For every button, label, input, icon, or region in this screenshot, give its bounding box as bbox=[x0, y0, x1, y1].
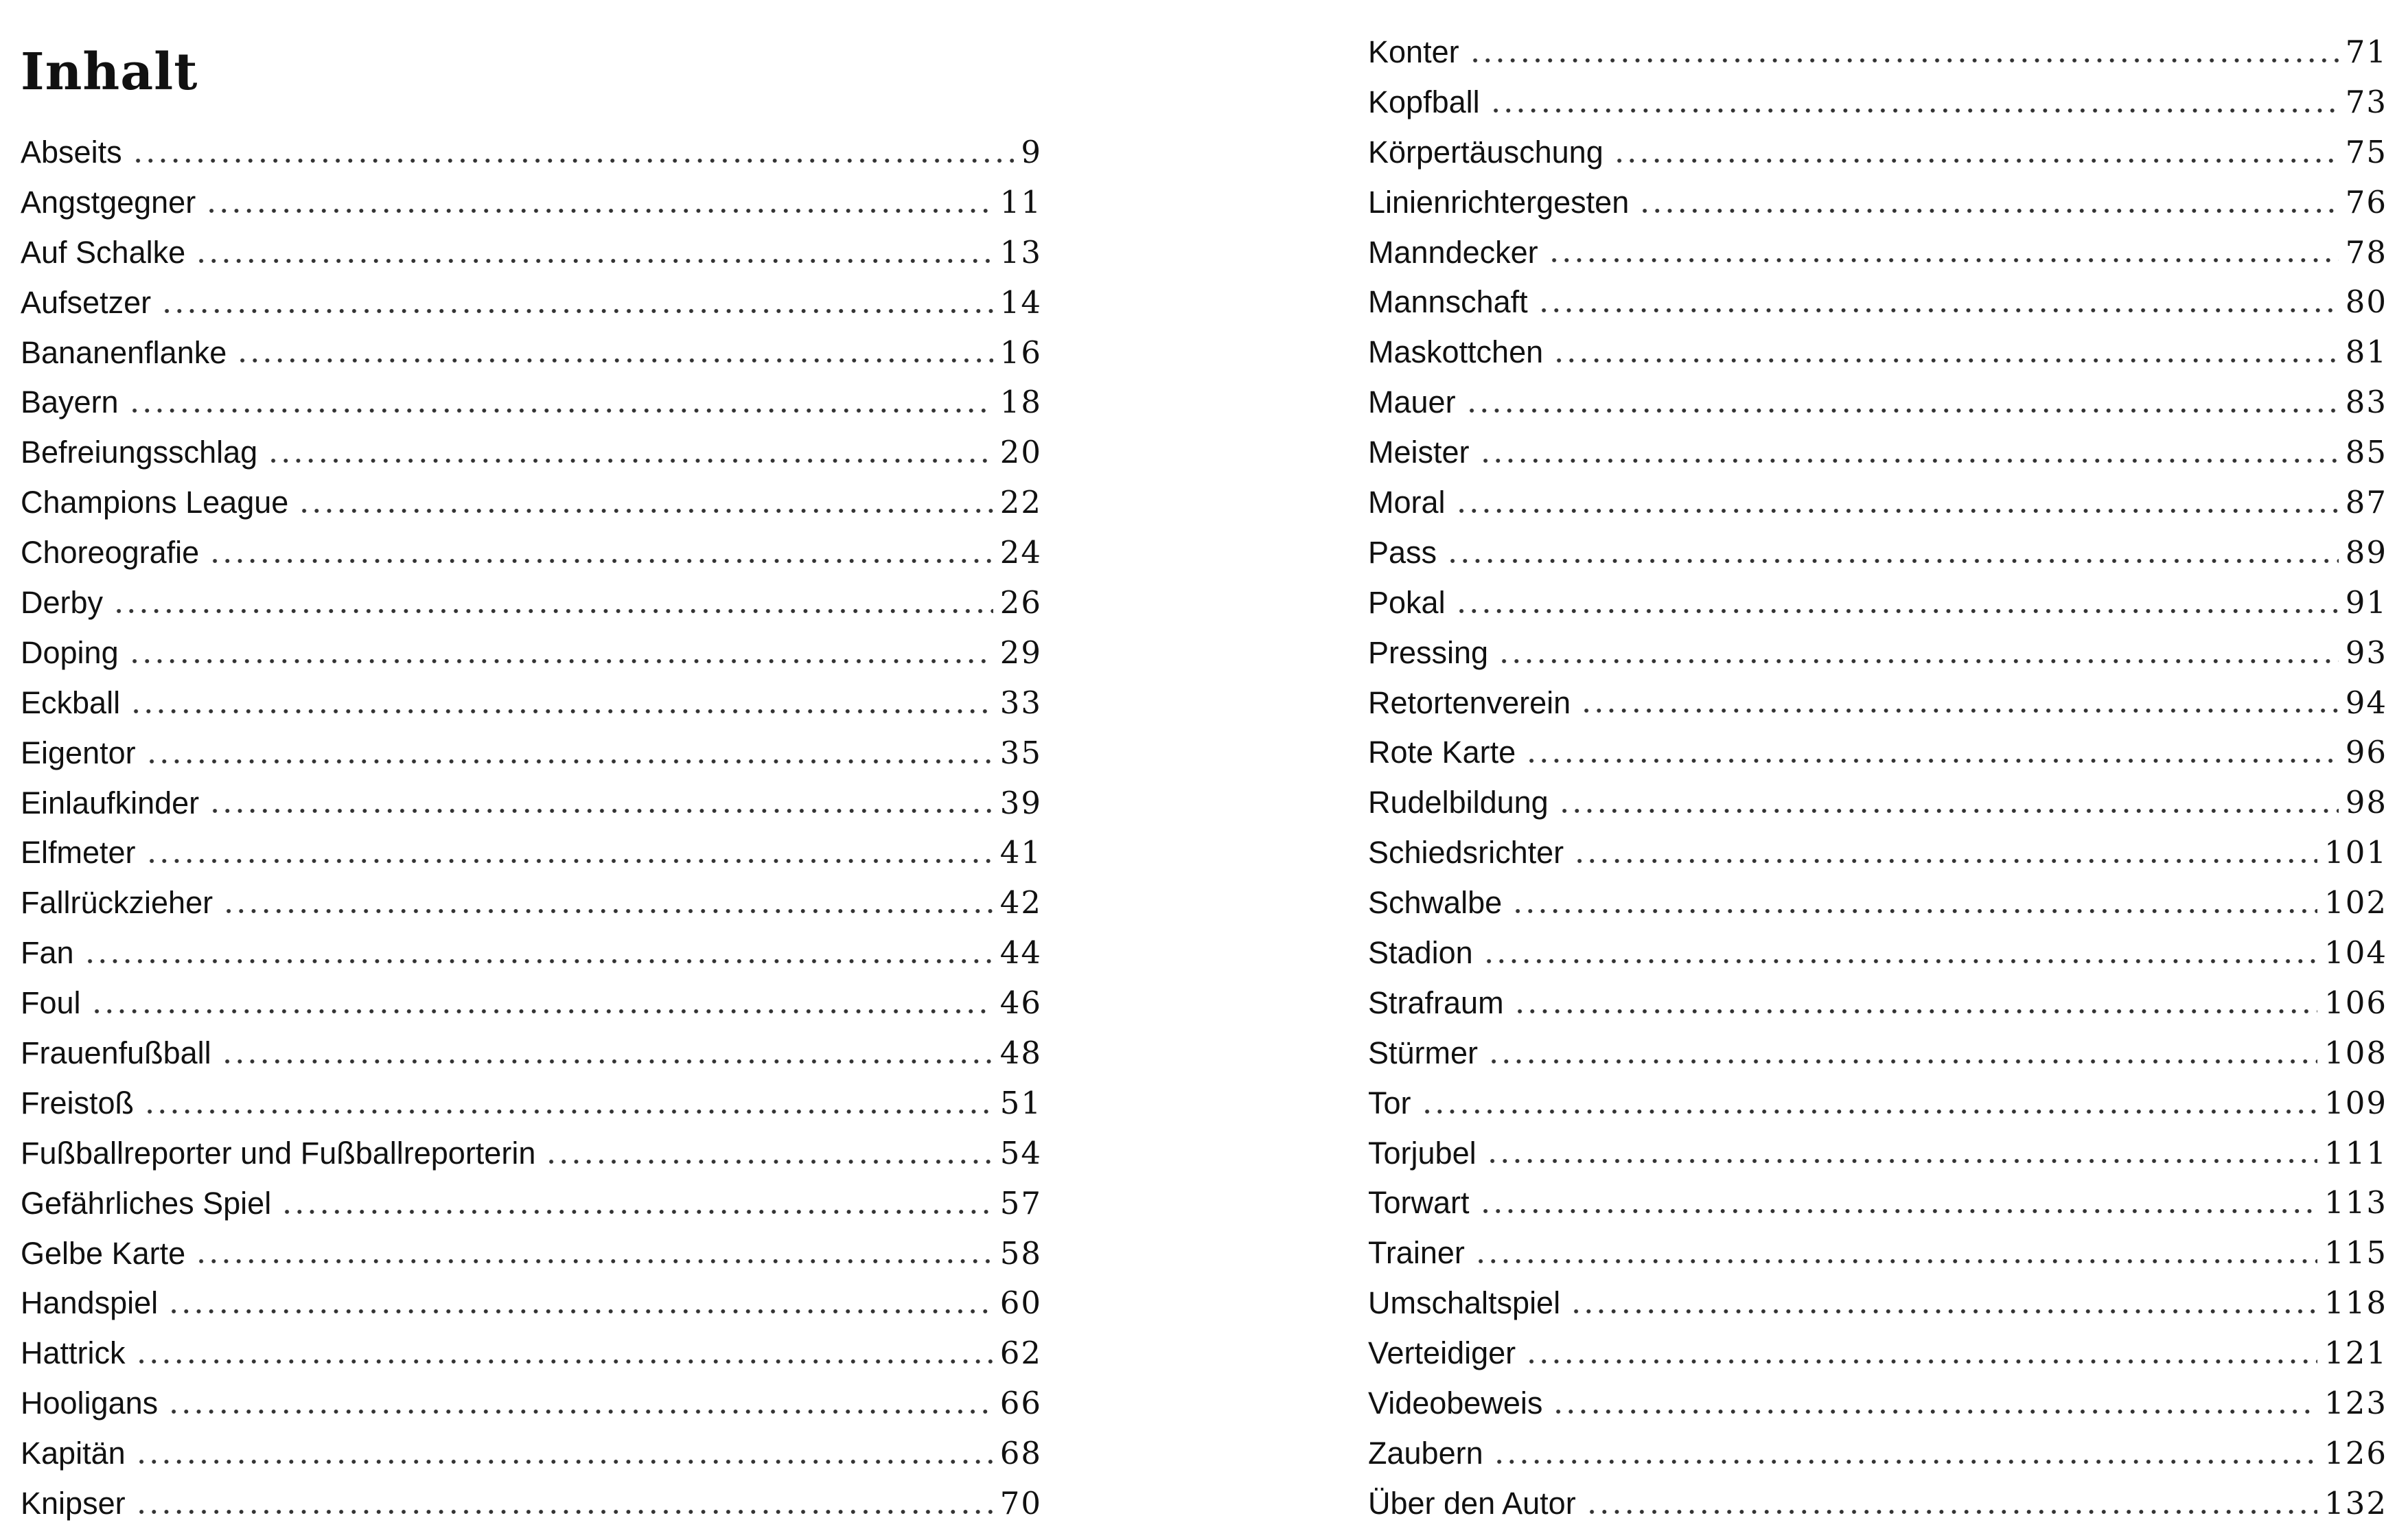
dot-leader bbox=[298, 483, 993, 514]
toc-entry-title: Fan bbox=[21, 935, 74, 971]
toc-entry-page-number: 118 bbox=[2324, 1285, 2387, 1322]
toc-column-left bbox=[21, 128, 1042, 1529]
toc-entry-title: Gelbe Karte bbox=[21, 1235, 186, 1271]
toc-entry-page-number: 39 bbox=[999, 784, 1042, 821]
toc-entry bbox=[21, 728, 1042, 779]
toc-entry bbox=[1368, 928, 2387, 978]
dot-leader bbox=[146, 833, 993, 864]
toc-entry-page-number: 104 bbox=[2324, 934, 2387, 972]
dot-leader bbox=[1553, 332, 2339, 363]
dot-leader bbox=[236, 332, 993, 363]
dot-leader bbox=[1486, 1133, 2318, 1164]
toc-entry bbox=[21, 1429, 1042, 1479]
dot-leader bbox=[1538, 282, 2339, 313]
toc-entry-title: Umschaltspiel bbox=[1368, 1285, 1561, 1321]
toc-entry bbox=[21, 428, 1042, 478]
dot-leader bbox=[1446, 533, 2339, 564]
toc-entry-page-number: 94 bbox=[2345, 684, 2387, 721]
toc-entry bbox=[1368, 978, 2387, 1028]
dot-leader bbox=[1483, 933, 2317, 964]
dot-leader bbox=[1552, 1383, 2317, 1414]
toc-entry bbox=[21, 928, 1042, 978]
toc-entry-page-number: 76 bbox=[2345, 183, 2387, 220]
toc-entry-title: Befreiungsschlag bbox=[21, 435, 258, 470]
toc-entry-page-number: 62 bbox=[999, 1335, 1042, 1372]
toc-entry-page-number: 16 bbox=[999, 334, 1042, 371]
dot-leader bbox=[1469, 32, 2339, 63]
dot-leader bbox=[281, 1184, 993, 1215]
toc-entry bbox=[1368, 828, 2387, 878]
toc-entry-title: Kapitän bbox=[21, 1436, 126, 1471]
toc-entry-title: Fallrückzieher bbox=[21, 885, 213, 921]
dot-leader bbox=[167, 1283, 993, 1314]
dot-leader bbox=[1586, 1484, 2317, 1515]
toc-entry-title: Choreografie bbox=[21, 535, 200, 571]
toc-entry bbox=[21, 1479, 1042, 1529]
toc-entry bbox=[1368, 428, 2387, 478]
toc-entry bbox=[1368, 78, 2387, 128]
dot-leader bbox=[1548, 232, 2339, 263]
dot-leader bbox=[1512, 883, 2317, 914]
dot-leader bbox=[1479, 1183, 2318, 1214]
toc-entry-page-number: 57 bbox=[999, 1184, 1042, 1221]
toc-entry-title: Handspiel bbox=[21, 1285, 159, 1321]
dot-leader bbox=[132, 133, 1015, 163]
toc-entry-page-number: 35 bbox=[999, 734, 1042, 771]
toc-entry bbox=[1368, 1079, 2387, 1129]
toc-entry bbox=[21, 628, 1042, 678]
dot-leader bbox=[209, 783, 993, 814]
toc-entry bbox=[1368, 277, 2387, 327]
toc-entry-title: Knipser bbox=[21, 1486, 126, 1521]
toc-entry bbox=[1368, 1178, 2387, 1228]
toc-entry-title: Freistoß bbox=[21, 1085, 135, 1120]
dot-leader bbox=[1514, 983, 2318, 1014]
dot-leader bbox=[135, 1333, 993, 1364]
dot-leader bbox=[1479, 433, 2339, 463]
toc-entry-page-number: 18 bbox=[999, 384, 1042, 421]
toc-entry-title: Körpertäuschung bbox=[1368, 134, 1604, 170]
toc-entry-title: Champions League bbox=[21, 485, 289, 520]
toc-entry bbox=[21, 1229, 1042, 1279]
toc-entry-title: Meister bbox=[1368, 435, 1470, 470]
dot-leader bbox=[128, 633, 993, 664]
toc-entry bbox=[21, 978, 1042, 1028]
dot-leader bbox=[135, 1434, 993, 1464]
toc-entry bbox=[21, 378, 1042, 428]
toc-entry-title: Pokal bbox=[1368, 584, 1446, 620]
toc-entry-page-number: 11 bbox=[999, 183, 1042, 220]
toc-entry-page-number: 108 bbox=[2324, 1034, 2387, 1071]
toc-entry-page-number: 102 bbox=[2324, 884, 2387, 921]
toc-entry-page-number: 83 bbox=[2345, 384, 2387, 421]
toc-entry bbox=[21, 1079, 1042, 1129]
toc-entry-page-number: 20 bbox=[999, 434, 1042, 471]
toc-entry-title: Kopfball bbox=[1368, 84, 1480, 119]
dot-leader bbox=[167, 1383, 993, 1414]
toc-entry-page-number: 109 bbox=[2324, 1084, 2387, 1121]
dot-leader bbox=[1580, 682, 2339, 713]
dot-leader bbox=[1573, 833, 2317, 864]
dot-leader bbox=[1455, 583, 2339, 614]
toc-entry-title: Eckball bbox=[21, 685, 121, 720]
dot-leader bbox=[161, 283, 993, 314]
dot-leader bbox=[267, 433, 993, 463]
toc-entry-page-number: 41 bbox=[999, 834, 1042, 871]
dot-leader bbox=[209, 533, 993, 564]
dot-leader bbox=[1455, 483, 2339, 514]
toc-entry-page-number: 24 bbox=[999, 534, 1042, 571]
toc-entry bbox=[21, 528, 1042, 578]
toc-entry bbox=[21, 578, 1042, 628]
toc-entry-page-number: 33 bbox=[999, 684, 1042, 721]
toc-entry-title: Schiedsrichter bbox=[1368, 835, 1564, 871]
toc-entry-title: Torjubel bbox=[1368, 1135, 1477, 1171]
dot-leader bbox=[205, 183, 993, 214]
toc-entry bbox=[1368, 678, 2387, 728]
toc-entry-page-number: 80 bbox=[2345, 284, 2387, 321]
toc-entry-page-number: 123 bbox=[2324, 1385, 2387, 1422]
toc-entry-title: Bananenflanke bbox=[21, 334, 227, 370]
toc-entry-page-number: 93 bbox=[2345, 634, 2387, 671]
dot-leader bbox=[1490, 82, 2339, 113]
toc-entry-page-number: 96 bbox=[2345, 734, 2387, 771]
toc-entry-page-number: 13 bbox=[999, 233, 1042, 271]
toc-entry-title: Manndecker bbox=[1368, 234, 1538, 270]
toc-entry-page-number: 60 bbox=[999, 1285, 1042, 1322]
toc-entry-page-number: 71 bbox=[2345, 34, 2387, 70]
toc-entry-title: Einlaufkinder bbox=[21, 785, 200, 820]
toc-entry-page-number: 98 bbox=[2345, 784, 2387, 821]
toc-entry-page-number: 48 bbox=[999, 1035, 1042, 1072]
dot-leader bbox=[84, 933, 993, 964]
toc-entry-title: Pass bbox=[1368, 534, 1437, 570]
toc-entry-title: Verteidiger bbox=[1368, 1335, 1516, 1371]
toc-entry-title: Zaubern bbox=[1368, 1435, 1483, 1471]
dot-leader bbox=[195, 233, 993, 264]
toc-entry-page-number: 22 bbox=[999, 484, 1042, 521]
toc-entry bbox=[21, 478, 1042, 528]
toc-entry-page-number: 58 bbox=[999, 1234, 1042, 1272]
toc-entry bbox=[1368, 878, 2387, 928]
toc-entry-title: Schwalbe bbox=[1368, 885, 1503, 921]
toc-entry-page-number: 70 bbox=[999, 1485, 1042, 1522]
toc-entry bbox=[1368, 27, 2387, 78]
toc-entry bbox=[21, 1329, 1042, 1379]
toc-entry bbox=[1368, 728, 2387, 778]
dot-leader bbox=[128, 382, 993, 413]
toc-entry-page-number: 111 bbox=[2324, 1134, 2387, 1171]
toc-entry bbox=[1368, 178, 2387, 228]
toc-entry-page-number: 14 bbox=[999, 284, 1042, 321]
toc-entry bbox=[21, 278, 1042, 328]
toc-entry-page-number: 42 bbox=[999, 884, 1042, 921]
dot-leader bbox=[113, 583, 993, 614]
dot-leader bbox=[1525, 1333, 2317, 1364]
toc-entry-title: Angstgegner bbox=[21, 184, 196, 220]
toc-entry bbox=[21, 1278, 1042, 1329]
toc-entry-title: Maskottchen bbox=[1368, 334, 1544, 370]
toc-entry-page-number: 121 bbox=[2324, 1335, 2387, 1372]
dot-leader bbox=[1466, 382, 2339, 413]
toc-entry-title: Stadion bbox=[1368, 935, 1473, 971]
toc-entry-title: Foul bbox=[21, 985, 81, 1021]
toc-entry-page-number: 75 bbox=[2345, 133, 2387, 170]
dot-leader bbox=[143, 1083, 993, 1114]
toc-entry-title: Hooligans bbox=[21, 1386, 159, 1421]
toc-entry-page-number: 89 bbox=[2345, 533, 2387, 571]
toc-entry-title: Eigentor bbox=[21, 735, 136, 770]
dot-leader bbox=[1639, 183, 2338, 214]
toc-entry-title: Trainer bbox=[1368, 1235, 1465, 1271]
toc-entry-title: Moral bbox=[1368, 485, 1446, 520]
toc-entry bbox=[21, 878, 1042, 928]
toc-entry bbox=[1368, 1028, 2387, 1079]
toc-entry bbox=[21, 1379, 1042, 1429]
dot-leader bbox=[1421, 1083, 2318, 1114]
dot-leader bbox=[545, 1134, 993, 1164]
toc-entry bbox=[1368, 1379, 2387, 1429]
toc-entry-page-number: 9 bbox=[1021, 134, 1042, 170]
toc-entry bbox=[1368, 478, 2387, 528]
toc-entry bbox=[21, 128, 1042, 178]
toc-entry-title: Tor bbox=[1368, 1085, 1411, 1120]
toc-entry bbox=[1368, 1228, 2387, 1278]
toc-entry bbox=[21, 178, 1042, 228]
toc-entry-page-number: 85 bbox=[2345, 434, 2387, 471]
toc-entry-title: Linienrichtergesten bbox=[1368, 184, 1630, 220]
dot-leader bbox=[1558, 783, 2339, 814]
toc-entry bbox=[21, 228, 1042, 278]
toc-entry-page-number: 26 bbox=[999, 584, 1042, 621]
toc-entry-title: Rote Karte bbox=[1368, 735, 1516, 770]
toc-entry-title: Bayern bbox=[21, 384, 119, 420]
toc-entry bbox=[21, 1129, 1042, 1179]
toc-entry-title: Pressing bbox=[1368, 634, 1489, 670]
toc-entry-title: Derby bbox=[21, 585, 104, 621]
toc-entry-page-number: 54 bbox=[999, 1134, 1042, 1171]
toc-entry-page-number: 46 bbox=[999, 985, 1042, 1022]
dot-leader bbox=[1474, 1233, 2317, 1264]
toc-entry-title: Stürmer bbox=[1368, 1035, 1479, 1070]
dot-leader bbox=[1570, 1283, 2317, 1314]
toc-entry-title: Aufsetzer bbox=[21, 284, 152, 320]
toc-entry-title: Rudelbildung bbox=[1368, 785, 1549, 820]
toc-entry-page-number: 87 bbox=[2345, 484, 2387, 521]
dot-leader bbox=[91, 983, 993, 1014]
dot-leader bbox=[222, 883, 993, 914]
toc-entry-title: Torwart bbox=[1368, 1185, 1470, 1221]
toc-entry bbox=[1368, 1278, 2387, 1329]
toc-entry bbox=[1368, 528, 2387, 578]
toc-entry-title: Konter bbox=[1368, 34, 1459, 69]
toc-entry-title: Videobeweis bbox=[1368, 1386, 1543, 1421]
toc-entry bbox=[1368, 1329, 2387, 1379]
dot-leader bbox=[1525, 733, 2339, 763]
toc-entry-page-number: 51 bbox=[999, 1084, 1042, 1121]
toc-entry-page-number: 66 bbox=[999, 1385, 1042, 1422]
toc-entry-title: Hattrick bbox=[21, 1335, 126, 1371]
toc-entry-page-number: 44 bbox=[999, 934, 1042, 972]
dot-leader bbox=[1613, 133, 2339, 163]
toc-entry-title: Elfmeter bbox=[21, 835, 136, 871]
toc-entry-page-number: 101 bbox=[2324, 834, 2387, 871]
toc-entry-page-number: 106 bbox=[2324, 984, 2387, 1021]
toc-entry-page-number: 29 bbox=[999, 634, 1042, 671]
toc-entry-title: Doping bbox=[21, 634, 119, 670]
toc-entry bbox=[21, 678, 1042, 728]
toc-entry-title: Auf Schalke bbox=[21, 234, 186, 270]
page-title: Inhalt bbox=[21, 42, 198, 102]
toc-entry-title: Gefährliches Spiel bbox=[21, 1185, 272, 1221]
toc-entry bbox=[21, 1028, 1042, 1079]
dot-leader bbox=[1498, 633, 2339, 664]
toc-entry bbox=[1368, 1429, 2387, 1479]
toc-entry-title: Retortenverein bbox=[1368, 685, 1571, 720]
toc-entry bbox=[1368, 1479, 2387, 1529]
dot-leader bbox=[135, 1484, 993, 1515]
toc-entry-page-number: 132 bbox=[2324, 1484, 2387, 1521]
toc-entry bbox=[1368, 1129, 2387, 1179]
toc-entry bbox=[21, 828, 1042, 878]
toc-entry bbox=[1368, 327, 2387, 378]
toc-entry-page-number: 68 bbox=[999, 1435, 1042, 1472]
toc-entry bbox=[1368, 378, 2387, 428]
toc-entry bbox=[21, 1179, 1042, 1229]
toc-entry-page-number: 126 bbox=[2324, 1434, 2387, 1471]
toc-entry-page-number: 73 bbox=[2345, 83, 2387, 120]
toc-entry-title: Abseits bbox=[21, 135, 122, 170]
toc-entry-page-number: 78 bbox=[2345, 233, 2387, 271]
toc-entry bbox=[21, 779, 1042, 829]
toc-entry bbox=[21, 328, 1042, 378]
toc-entry-page-number: 81 bbox=[2345, 334, 2387, 371]
toc-entry-title: Frauenfußball bbox=[21, 1035, 211, 1071]
toc-entry-title: Strafraum bbox=[1368, 985, 1504, 1020]
toc-entry-title: Mannschaft bbox=[1368, 284, 1528, 320]
toc-entry-page-number: 91 bbox=[2345, 584, 2387, 621]
toc-entry bbox=[1368, 578, 2387, 628]
dot-leader bbox=[1493, 1434, 2317, 1464]
toc-entry-title: Fußballreporter und Fußballreporterin bbox=[21, 1135, 536, 1171]
toc-entry-title: Über den Autor bbox=[1368, 1485, 1576, 1521]
toc-entry bbox=[1368, 228, 2387, 278]
toc-entry-title: Mauer bbox=[1368, 384, 1456, 420]
dot-leader bbox=[130, 683, 993, 714]
toc-entry bbox=[1368, 628, 2387, 678]
toc-entry bbox=[1368, 128, 2387, 178]
dot-leader bbox=[195, 1233, 993, 1264]
toc-entry-page-number: 113 bbox=[2324, 1184, 2387, 1221]
toc-column-right bbox=[1368, 27, 2387, 1529]
dot-leader bbox=[221, 1033, 993, 1064]
toc-entry-page-number: 115 bbox=[2324, 1234, 2387, 1272]
toc-entry bbox=[1368, 778, 2387, 828]
dot-leader bbox=[1487, 1033, 2317, 1064]
dot-leader bbox=[146, 733, 993, 764]
